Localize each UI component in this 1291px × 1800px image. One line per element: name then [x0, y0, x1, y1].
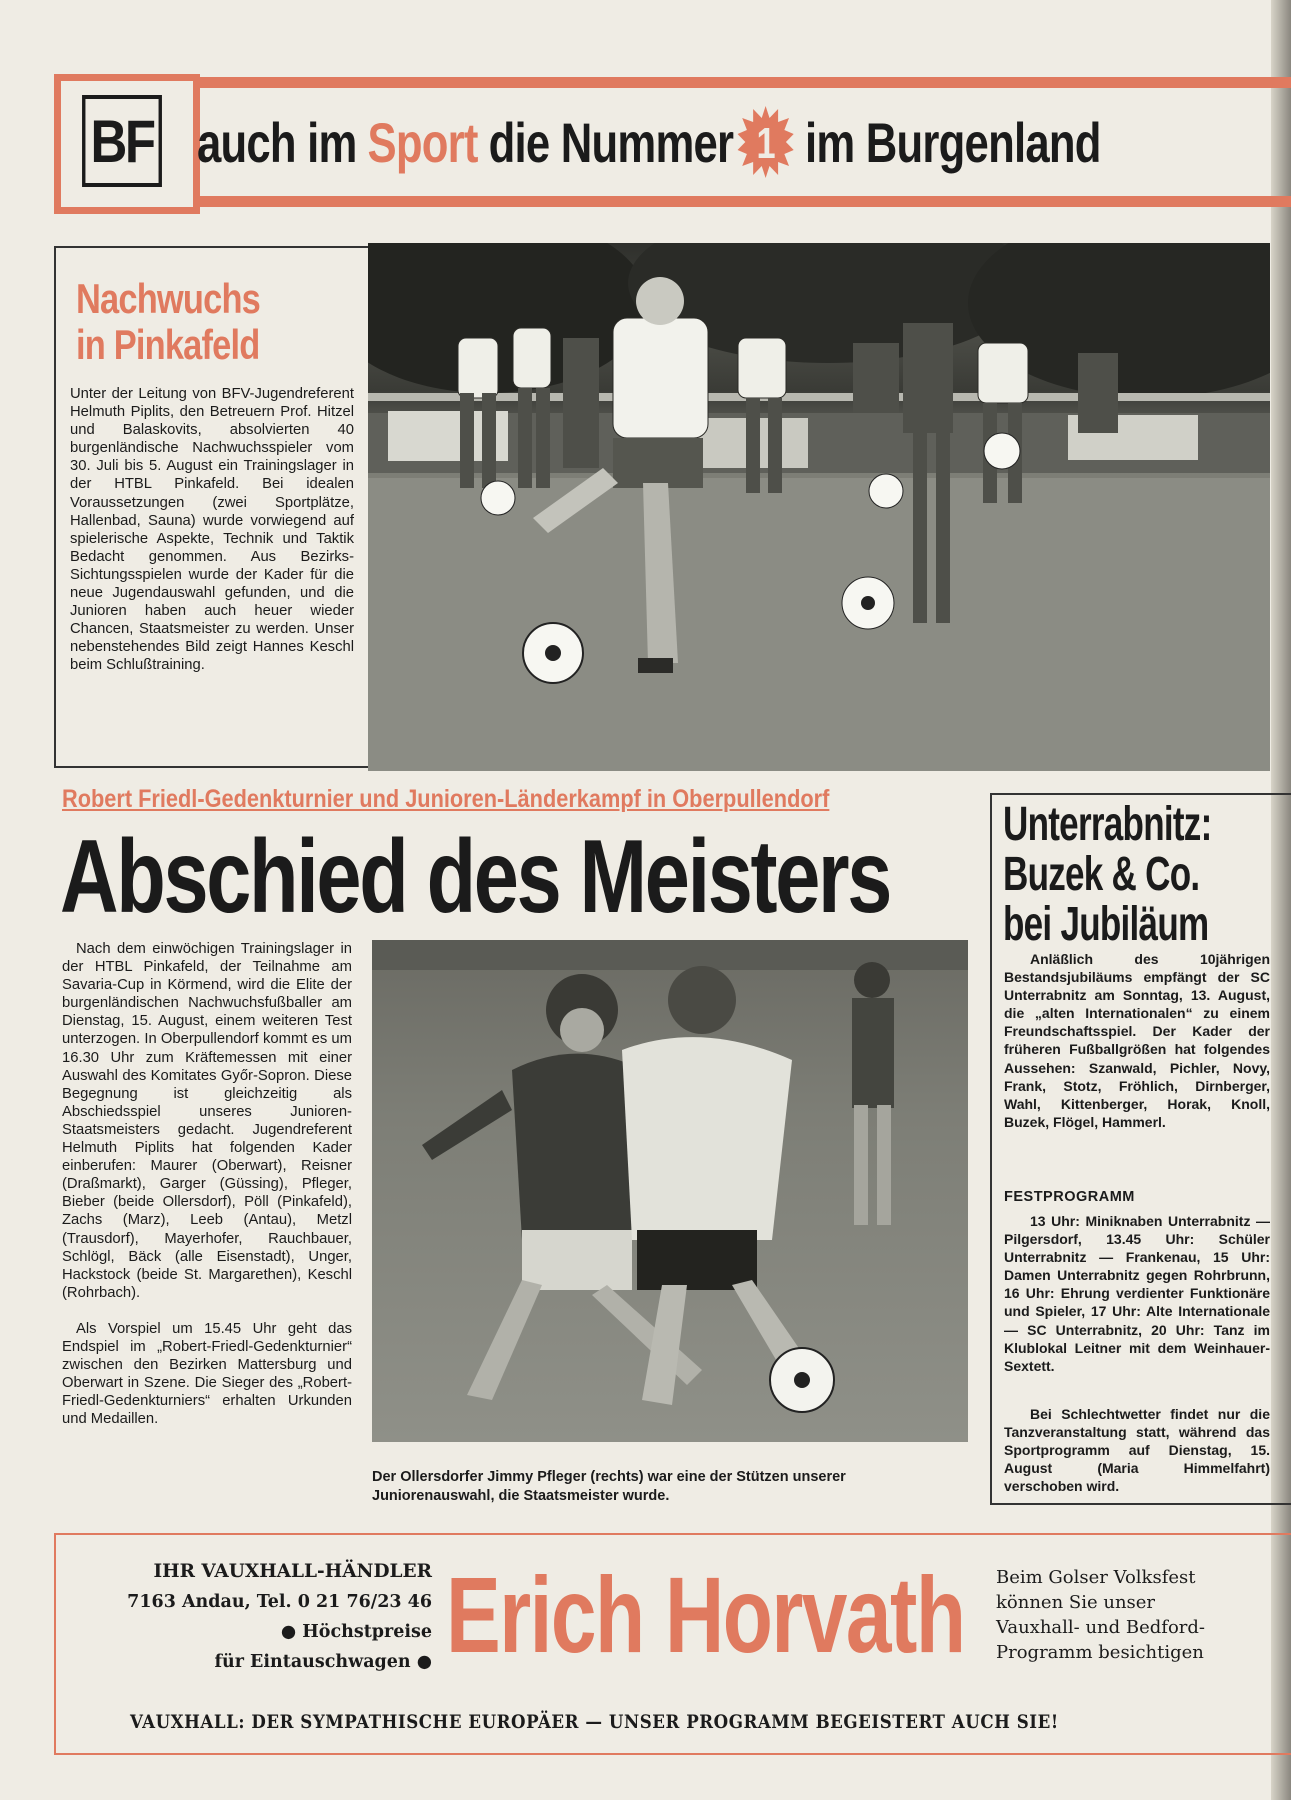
- festprogramm-heading: FESTPROGRAMM: [1004, 1189, 1135, 1205]
- ad-dealer-name: Erich Horvath: [446, 1554, 965, 1675]
- bf-logo: BF: [82, 95, 162, 187]
- header-rule-bottom: [197, 196, 1291, 207]
- ad-dealer-title: IHR VAUXHALL-HÄNDLER: [153, 1561, 432, 1582]
- starburst-icon: [738, 106, 794, 178]
- festprogramm-note: Bei Schlechtwetter findet nur die Tanzveranstaltung statt, während das Sportprogramm auf Dienstag, 15. August (Maria Himmelfahrt) verschoben wird.: [1004, 1406, 1270, 1495]
- headline-part2: die Nummer: [488, 110, 734, 174]
- article3-title: [1003, 800, 1212, 950]
- headline-part3: im Burgenland: [804, 110, 1101, 174]
- headline-highlight: Sport: [367, 110, 478, 174]
- ad-dealer-address: 7163 Andau, Tel. 0 21 76/23 46: [127, 1592, 432, 1612]
- article3-body: Anläßlich des 10jährigen Bestandsjubiläums empfängt der SC Unterrabnitz am Sonntag, 13. August, die „alten Internationalen“ zu einem Freundschaftsspiel. Der Kader der früheren Fußballgrößen hat folgendes Aussehen: Szanwald, Pichler, Novy, Frank, Stotz, Fröhlich, Dirnberger, Wahl, Kittenberger, Horak, Knoll, Buzek, Flögel, Hammerl.: [1004, 951, 1270, 1130]
- header-rule-top: [197, 77, 1291, 88]
- ad-dealer-block: [92, 1557, 432, 1677]
- vauxhall-ad: [54, 1533, 1291, 1755]
- number-one-badge: [738, 106, 794, 178]
- headline-part1: auch im: [197, 110, 357, 174]
- article2-paragraph1: Nach dem einwöchigen Trainingslager in der HTBL Pinkafeld, der Teilnahme am Savaria-Cup in Körmend, wird die Elite der burgenländischen Nachwuchsfußballer am Dienstag, 15. August, einem weiteren Test unterzogen. In Oberpullendorf kommt es um 16.30 Uhr zum Kräftemessen mit einer Auswahl des Komitates Győr-Sopron. Diese Begegnung ist gleichzeitig als Abschiedsspiel unseres Junioren-Staatsmeisters gedacht. Jugendreferent Helmuth Piplits hat folgenden Kader einberufen: Maurer (Oberwart), Reisner (Draßmarkt), Garger (Güssing), Pfleger, Bieber (beide Ollersdorf), Pöll (Pinkafeld), Zachs (Marz), Leeb (Antau), Metzl (Trausdorf), Mayerhofer, Rauchbauer, Schlögl, Bäck (alle Eisenstadt), Unger, Hackstock (beide St. Margarethen), Keschl (Rohrbach).: [62, 941, 352, 1301]
- article1-body: Unter der Leitung von BFV-Jugendreferent Helmuth Piplits, den Betreuern Prof. Hitzel und Balaskovits, absolvierten 40 burgenländische Nachwuchsspieler vom 30. Juli bis 5. August ein Trainingslager in der HTBL Pinkafeld. Bei idealen Voraussetzungen (zwei Sportplätze, Hallenbad, Sauna) wurde vorwiegend auf spielerische Aspekte, Technik und Taktik Bedacht genommen. Aus Bezirks-Sichtungsspielen wurde der Kader für die neue Jugendauswahl gefunden, und die Junioren haben auch heuer wieder Chancen, Staatsmeister zu werden. Unser nebenstehendes Bild zeigt Hannes Keschl beim Schlußtraining.: [70, 386, 354, 674]
- article1-title-line1: Nachwuchs: [76, 275, 261, 322]
- bf-logo-frame: [54, 74, 200, 214]
- article3-title-line3: bei Jubiläum: [1003, 898, 1209, 951]
- match-photo: [372, 940, 968, 1442]
- article3-title-line1: Unterrabnitz:: [1003, 798, 1212, 851]
- match-photo-caption: Der Ollersdorfer Jimmy Pfleger (rechts) war eine der Stützen unserer Juniorenauswahl, die Staatsmeister wurde.: [372, 1469, 846, 1504]
- article3-title-line2: Buzek & Co.: [1003, 848, 1200, 901]
- header-headline: [197, 106, 1112, 178]
- ad-dealer-price: ● Höchstpreise: [280, 1622, 432, 1642]
- ad-right-text: Beim Golser Volksfest können Sie unser Vauxhall- und Bedford-Programm besichtigen: [996, 1567, 1206, 1663]
- training-photo-scene: [368, 243, 1270, 771]
- article2-body: [62, 940, 352, 1428]
- article1-title: [76, 276, 322, 368]
- festprogramm-body: 13 Uhr: Miniknaben Unterrabnitz — Pilgersdorf, 13.45 Uhr: Schüler Unterrabnitz — Frankenau, 15 Uhr: Damen Unterrabnitz gegen Rohrbrunn, 16 Uhr: Ehrung verdienter Funktionäre und Spieler, 17 Uhr: Alte Internationale — SC Unterrabnitz, 20 Uhr: Tanz im Klublokal Leitner mit dem Weinhauer-Sextett.: [1004, 1213, 1270, 1374]
- article2-paragraph2: Als Vorspiel um 15.45 Uhr geht das Endspiel im „Robert-Friedl-Gedenkturnier“ zwischen den Bezirken Mattersburg und Oberwart in Szene. Die Sieger des „Robert-Friedl-Gedenkturniers“ erhalten Urkunden und Medaillen.: [62, 1320, 352, 1428]
- ad-dealer-tradein: für Eintauschwagen ●: [214, 1652, 432, 1672]
- ad-slogan: VAUXHALL: DER SYMPATHISCHE EUROPÄER — UNSER PROGRAMM BEGEISTERT AUCH SIE!: [130, 1712, 1059, 1733]
- article1-title-line2: in Pinkafeld: [76, 321, 260, 368]
- article2-kicker: Robert Friedl-Gedenkturnier und Junioren-Länderkampf in Oberpullendorf: [62, 785, 830, 813]
- badge-number: 1: [756, 118, 776, 169]
- match-photo-scene: [372, 940, 968, 1442]
- training-photo: [368, 243, 1270, 771]
- article2-title: Abschied des Meisters: [60, 819, 890, 935]
